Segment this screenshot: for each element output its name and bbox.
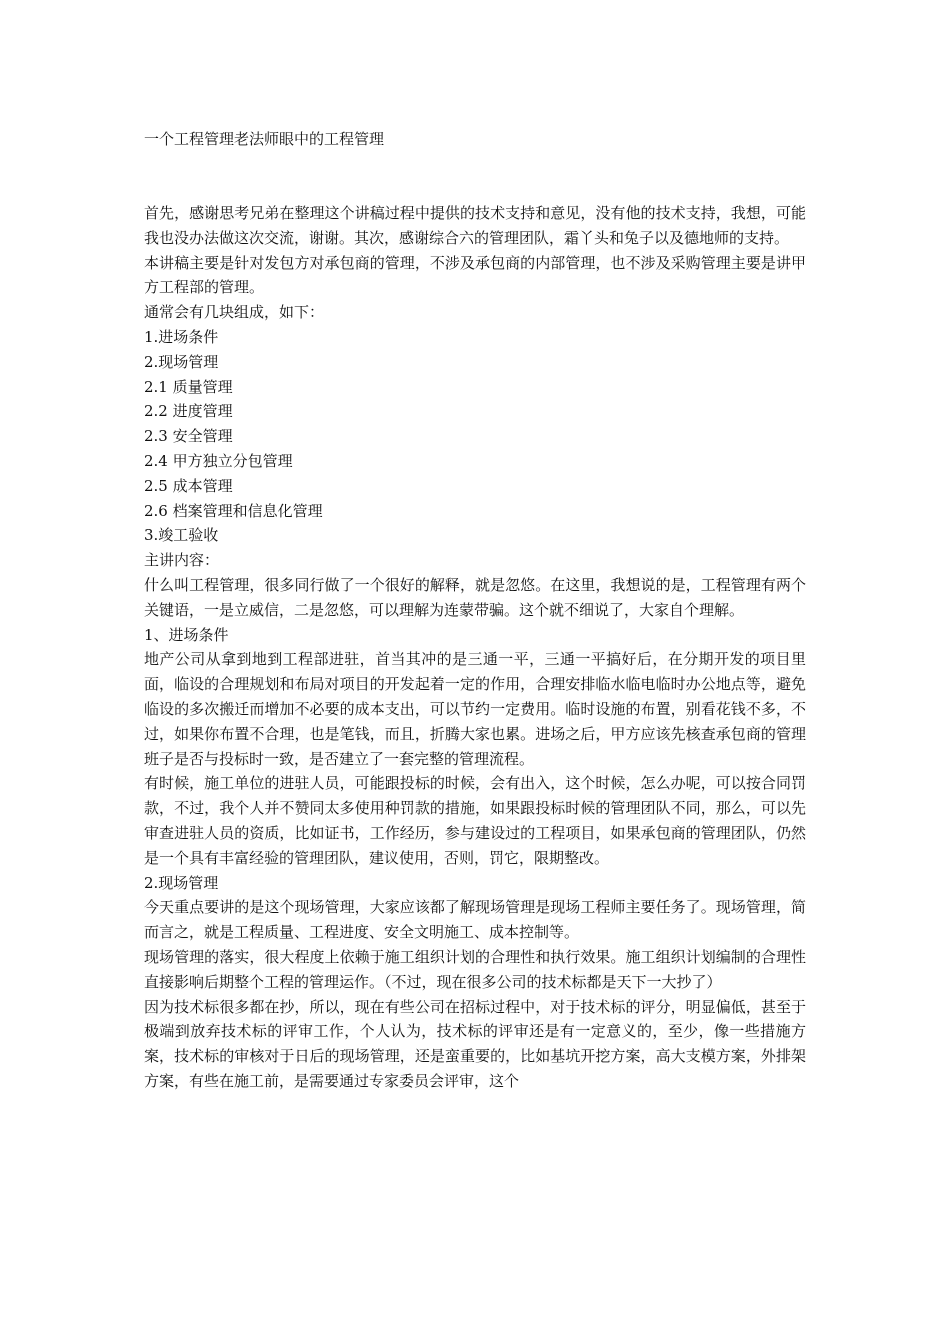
outline-item: 2.5 成本管理: [144, 476, 233, 495]
paragraph: 有时候，施工单位的进驻人员，可能跟投标的时候，会有出入，这个时候，怎么办呢，可以按合同罚款，不过，我个人并不赞同太多使用种罚款的措施，如果跟投标时候的管理团队不同，那么，可以先审查进驻人员的资质，比如证书，工作经历，参与建设过的工程项目，如果承包商的管理团队，仍然是一个具有丰富经验的管理团队，建议使用，否则，罚它，限期整改。: [144, 774, 806, 867]
section-heading: 主讲内容：: [144, 551, 220, 570]
outline-item: 2.1 质量管理: [144, 377, 233, 396]
paragraph: 现场管理的落实，很大程度上依赖于施工组织计划的合理性和执行效果。施工组织计划编制的合理性直接影响后期整个工程的管理运作。（不过，现在很多公司的技术标都是天下一大抄了）: [144, 947, 806, 991]
outline-item: 2.现场管理: [144, 352, 219, 371]
document-title: 一个工程管理老法师眼中的工程管理: [144, 130, 385, 148]
outline-item: 2.3 安全管理: [144, 427, 233, 446]
outline-item: 2.2 进度管理: [144, 402, 233, 421]
paragraph: 什么叫工程管理，很多同行做了一个很好的解释，就是忽悠。在这里，我想说的是，工程管理有两个关键语，一是立威信，二是忽悠，可以理解为连蒙带骗。这个就不细说了，大家自个理解。: [144, 575, 806, 619]
outline-item: 1.进场条件: [144, 327, 219, 346]
paragraph: 本讲稿主要是针对发包方对承包商的管理，不涉及承包商的内部管理，也不涉及采购管理主要是讲甲方工程部的管理。: [144, 253, 806, 297]
paragraph: 首先，感谢思考兄弟在整理这个讲稿过程中提供的技术支持和意见，没有他的技术支持，我想，可能我也没办法做这次交流，谢谢。其次，感谢综合六的管理团队，霜丫头和兔子以及德地师的支持。: [144, 204, 806, 247]
paragraph: 通常会有几块组成，如下：: [144, 303, 325, 322]
paragraph: 今天重点要讲的是这个现场管理，大家应该都了解现场管理是现场工程师主要任务了。现场管理，简而言之，就是工程质量、工程进度、安全文明施工、成本控制等。: [144, 898, 806, 942]
document-body: [144, 201, 806, 1094]
paragraph: 地产公司从拿到地到工程部进驻，首当其冲的是三通一平，三通一平搞好后，在分期开发的项目里面，临设的合理规划和布局对项目的开发起着一定的作用，合理安排临水临电临时办公地点等，避免临设的多次搬迁而增加不必要的成本支出，可以节约一定费用。临时设施的布置，别看花钱不多，不过，如果你布置不合理，也是笔钱，而且，折腾大家也累。进场之后，甲方应该先核查承包商的管理班子是否与投标时一致，是否建立了一套完整的管理流程。: [144, 650, 806, 768]
section-heading: 2.现场管理: [144, 873, 219, 892]
paragraph: 因为技术标很多都在抄，所以，现在有些公司在招标过程中，对于技术标的评分，明显偏低，甚至于极端到放弃技术标的评审工作，个人认为，技术标的评审还是有一定意义的，至少，像一些措施方案，技术标的审核对于日后的现场管理，还是蛮重要的，比如基坑开挖方案，高大支模方案，外排架方案，有些在施工前，是需要通过专家委员会评审，这个: [144, 997, 806, 1090]
outline-item: 3.竣工验收: [144, 526, 219, 545]
section-heading: 1、进场条件: [144, 625, 229, 644]
outline-item: 2.6 档案管理和信息化管理: [144, 501, 323, 520]
outline-item: 2.4 甲方独立分包管理: [144, 451, 293, 470]
